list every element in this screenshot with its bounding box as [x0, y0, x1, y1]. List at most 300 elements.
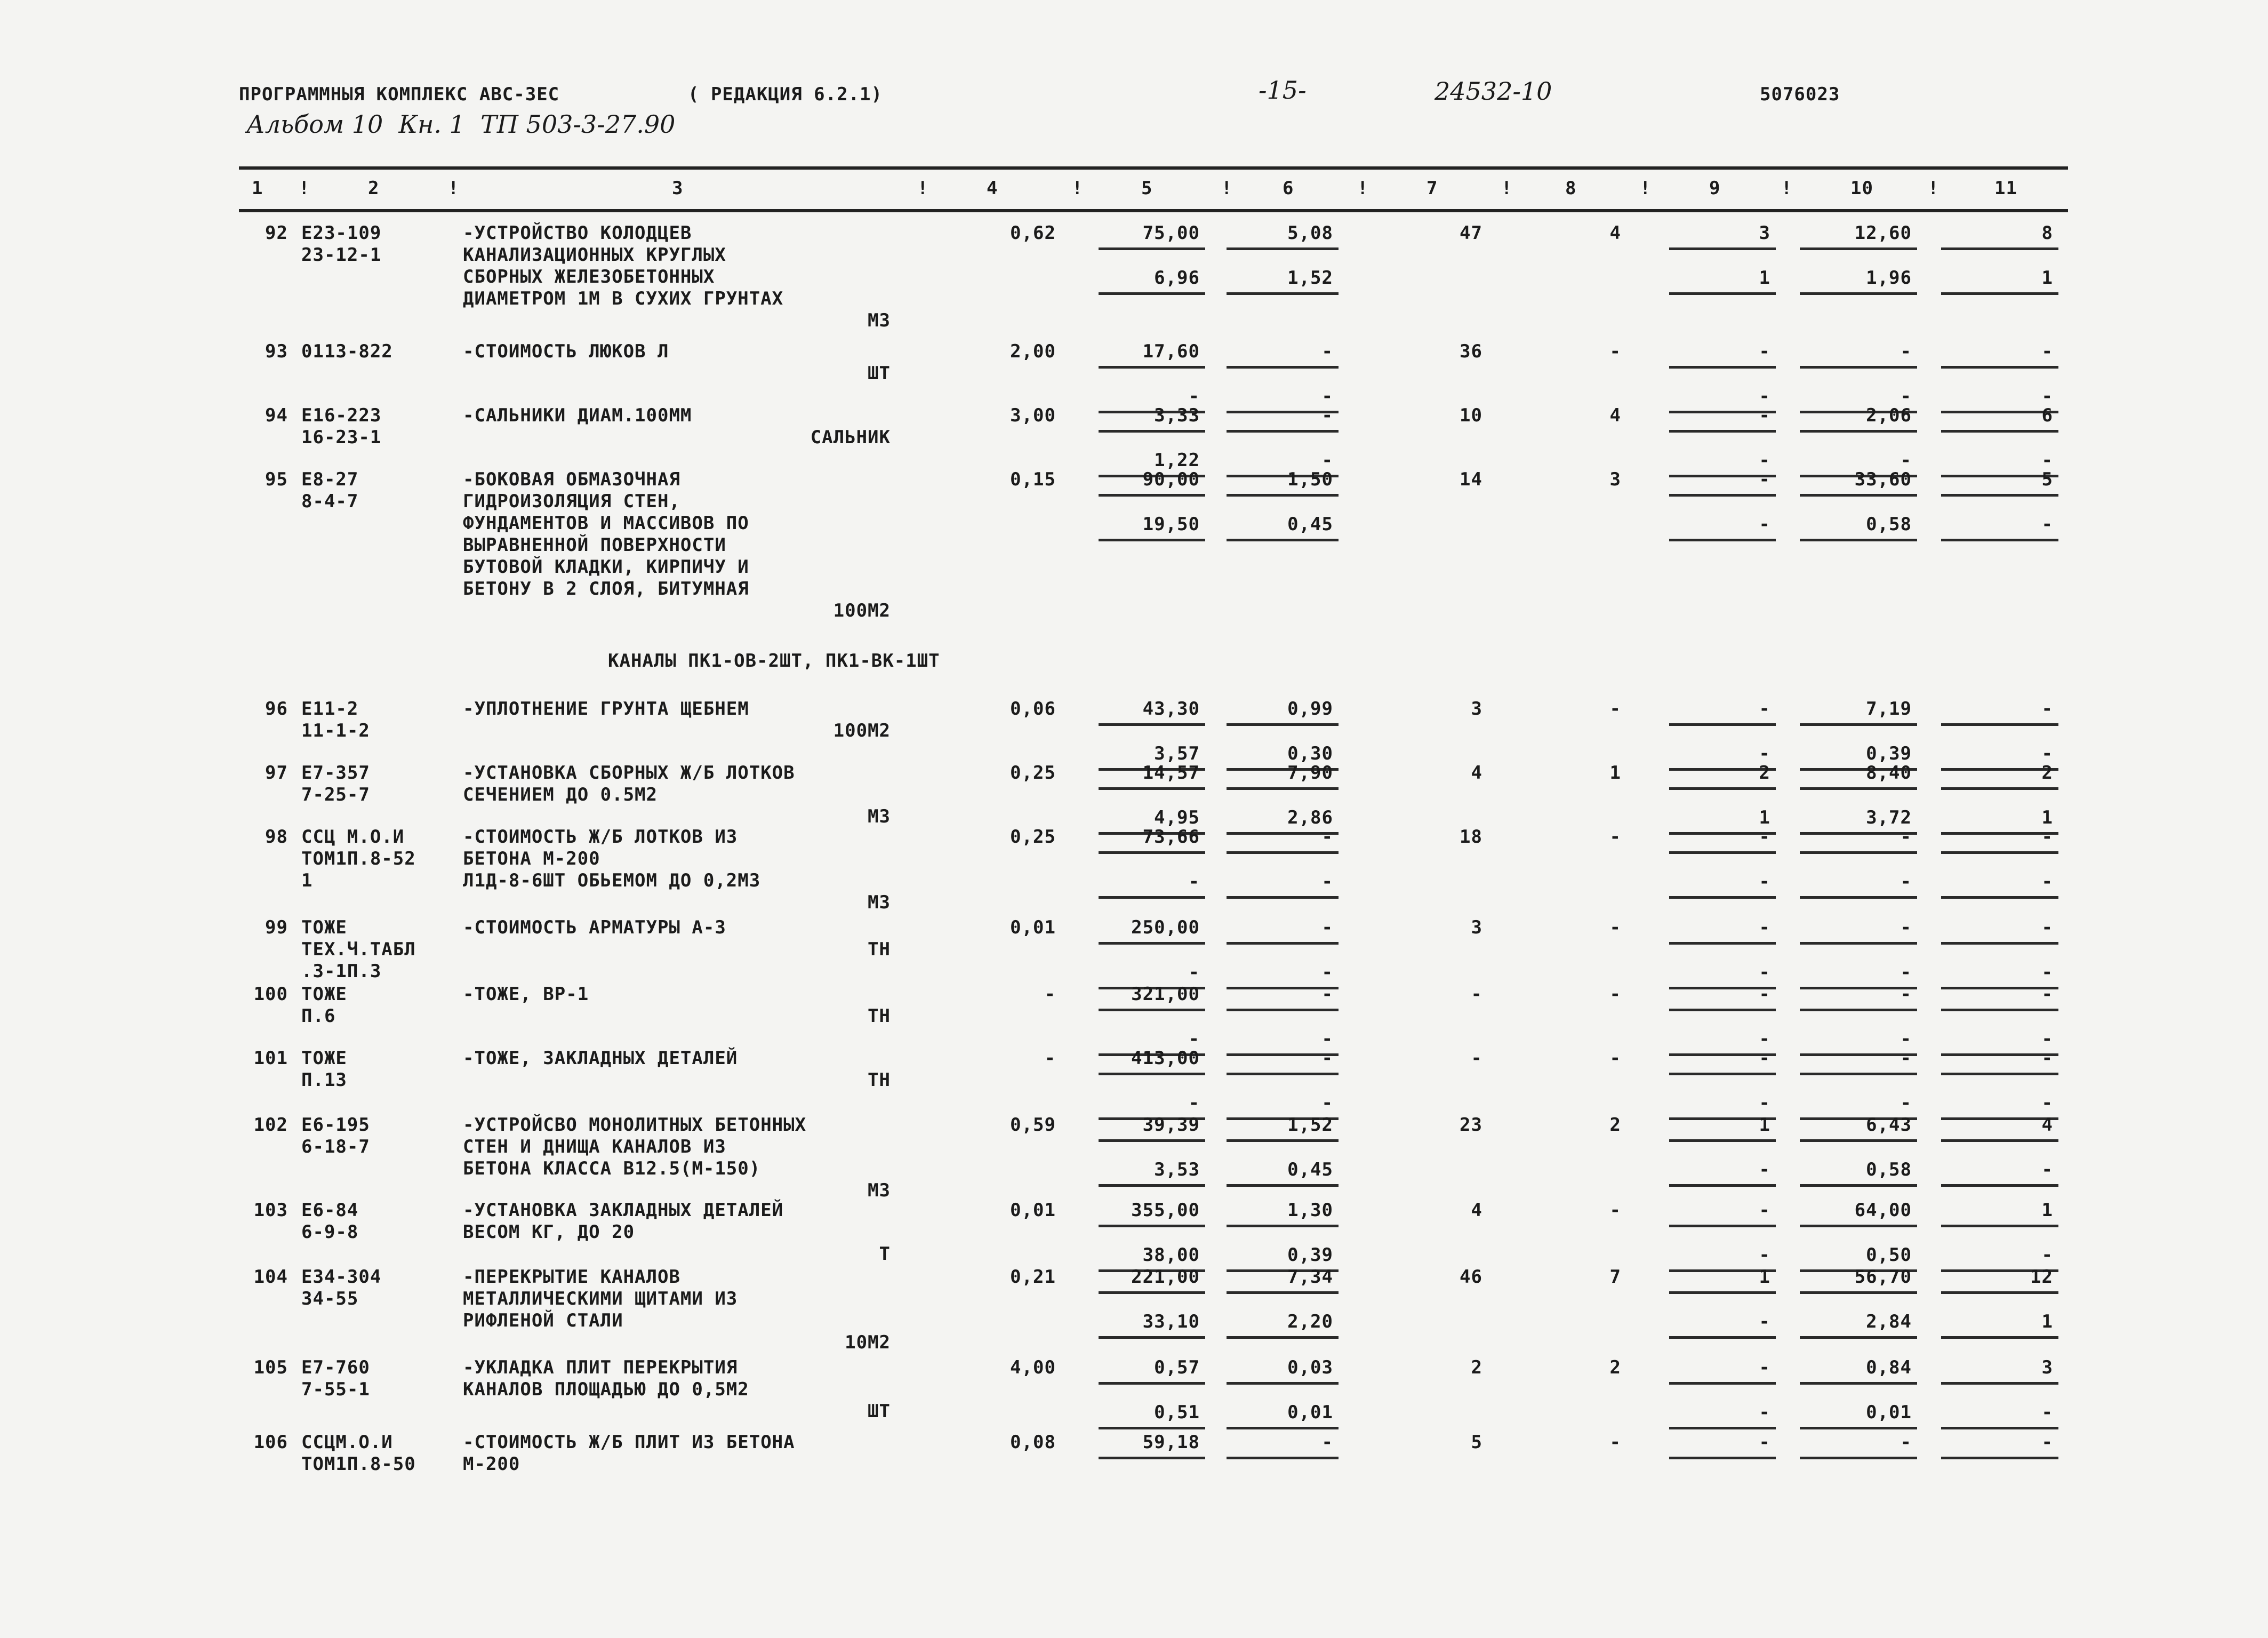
cell-c11-upper: 8 — [2041, 222, 2053, 244]
norm-code: Е7-357 — [301, 762, 370, 784]
work-description: КАНАЛИЗАЦИОННЫХ КРУГЛЫХ — [463, 244, 726, 266]
norm-code: ТОМ1П.8-50 — [301, 1453, 416, 1475]
norm-code: ССЦМ.О.И — [301, 1432, 393, 1453]
quantity-cell: 0,21 — [1010, 1266, 1056, 1288]
work-description: ВЕСОМ КГ, ДО 20 — [463, 1221, 635, 1243]
cell-c9-lower: 1 — [1759, 267, 1770, 289]
cell-c9-upper: - — [1759, 826, 1770, 848]
cell-col7: 14 — [1460, 469, 1482, 490]
fraction-rule — [1669, 1457, 1776, 1459]
norm-code: Е11-2 — [301, 698, 359, 720]
quantity-cell: 0,25 — [1010, 762, 1056, 784]
norm-code: Е7-760 — [301, 1357, 370, 1378]
fraction-rule — [1941, 539, 2058, 541]
cell-c6-lower: 2,86 — [1287, 807, 1333, 828]
fraction-rule — [1941, 1073, 2058, 1075]
cell-c10-lower: 2,84 — [1866, 1311, 1912, 1332]
column-separator: ! — [1221, 178, 1233, 199]
fraction-rule — [1669, 896, 1776, 899]
cell-c5-upper: 73,66 — [1142, 826, 1200, 848]
cell-c11-lower: - — [2041, 1244, 2053, 1266]
fraction-rule — [1227, 292, 1339, 295]
quantity-cell: 0,25 — [1010, 826, 1056, 848]
cell-col7: 23 — [1460, 1114, 1482, 1136]
fraction-rule — [1227, 1382, 1339, 1385]
fraction-rule — [1800, 1009, 1917, 1011]
work-description: -БОКОВАЯ ОБМАЗОЧНАЯ — [463, 469, 680, 490]
fraction-rule — [1941, 430, 2058, 433]
cell-c9-upper: - — [1759, 917, 1770, 938]
cell-c6-lower: - — [1321, 386, 1333, 407]
cell-c9-upper: - — [1759, 405, 1770, 426]
cell-col8: - — [1609, 984, 1621, 1005]
cell-c11-upper: 2 — [2041, 762, 2053, 784]
fraction-rule — [1941, 723, 2058, 726]
fraction-rule — [1227, 1073, 1339, 1075]
norm-code: 7-25-7 — [301, 784, 370, 805]
work-description: СЕЧЕНИЕМ ДО 0.5М2 — [463, 784, 658, 805]
norm-code: Е34-304 — [301, 1266, 382, 1288]
fraction-rule — [1099, 1427, 1205, 1429]
cell-col7: - — [1471, 1048, 1482, 1069]
quantity-cell: - — [1044, 984, 1056, 1005]
column-separator: ! — [1640, 178, 1652, 199]
column-header-6: 6 — [1283, 178, 1294, 199]
cell-c5-upper: 221,00 — [1131, 1266, 1200, 1288]
fraction-rule — [1227, 723, 1339, 726]
cell-c6-lower: 0,30 — [1287, 743, 1333, 764]
norm-code: 7-55-1 — [301, 1379, 370, 1400]
column-header-3: 3 — [672, 178, 684, 199]
fraction-rule — [1099, 1457, 1205, 1459]
cell-c11-lower: - — [2041, 1159, 2053, 1180]
fraction-rule — [1800, 494, 1917, 497]
row-number: 101 — [253, 1048, 288, 1069]
cell-c10-upper: 56,70 — [1854, 1266, 1912, 1288]
cell-c5-upper: 0,57 — [1154, 1357, 1200, 1378]
work-description: БУТОВОЙ КЛАДКИ, КИРПИЧУ И — [463, 556, 749, 578]
work-description: -УКЛАДКА ПЛИТ ПЕРЕКРЫТИЯ — [463, 1357, 738, 1378]
cell-c5-upper: 250,00 — [1131, 917, 1200, 938]
cell-c11-lower: - — [2041, 1028, 2053, 1050]
fraction-rule — [1099, 1009, 1205, 1011]
fraction-rule — [1800, 539, 1917, 541]
fraction-rule — [1099, 366, 1205, 369]
cell-c6-upper: - — [1321, 1048, 1333, 1069]
column-separator: ! — [1781, 178, 1793, 199]
work-description: -ПЕРЕКРЫТИЕ КАНАЛОВ — [463, 1266, 680, 1288]
fraction-rule — [1227, 1139, 1339, 1142]
norm-code: ТОМ1П.8-52 — [301, 848, 416, 869]
work-description: -УСТРОЙСВО МОНОЛИТНЫХ БЕТОННЫХ — [463, 1114, 807, 1136]
cell-c5-lower: 3,53 — [1154, 1159, 1200, 1180]
fraction-rule — [1099, 1184, 1205, 1187]
cell-c6-lower: 0,39 — [1287, 1244, 1333, 1266]
quantity-cell: 4,00 — [1010, 1357, 1056, 1378]
work-description: -СТОИМОСТЬ Ж/Б ПЛИТ ИЗ БЕТОНА — [463, 1432, 795, 1453]
cell-c6-lower: - — [1321, 450, 1333, 471]
fraction-rule — [1669, 1009, 1776, 1011]
quantity-cell: 0,08 — [1010, 1432, 1056, 1453]
cell-c9-lower: - — [1759, 386, 1770, 407]
cell-col7: - — [1471, 984, 1482, 1005]
row-number: 98 — [265, 826, 288, 848]
cell-c6-upper: 5,08 — [1287, 222, 1333, 244]
cell-c9-upper: - — [1759, 698, 1770, 720]
fraction-rule — [1941, 494, 2058, 497]
cell-c9-upper: - — [1759, 1048, 1770, 1069]
cell-col7: 10 — [1460, 405, 1482, 426]
column-header-10: 10 — [1850, 178, 1873, 199]
row-number: 95 — [265, 469, 288, 490]
fraction-rule — [1099, 1382, 1205, 1385]
quantity-cell: 2,00 — [1010, 341, 1056, 362]
cell-c11-upper: - — [2041, 698, 2053, 720]
cell-c5-lower: 0,51 — [1154, 1402, 1200, 1423]
cell-c6-upper: - — [1321, 405, 1333, 426]
norm-code: Е8-27 — [301, 469, 359, 490]
work-description: ФУНДАМЕНТОВ И МАССИВОВ ПО — [463, 513, 749, 534]
unit-of-measure: 100М2 — [833, 600, 891, 621]
fraction-rule — [1800, 247, 1917, 250]
quantity-cell: 3,00 — [1010, 405, 1056, 426]
fraction-rule — [1941, 1009, 2058, 1011]
unit-of-measure: ТН — [868, 1005, 891, 1027]
cell-c6-upper: - — [1321, 826, 1333, 848]
fraction-rule — [1099, 247, 1205, 250]
album-reference: Альбом 10 Кн. 1 ТП 503-3-27.90 — [246, 110, 676, 139]
cell-c10-lower: 0,58 — [1866, 1159, 1912, 1180]
fraction-rule — [1800, 1139, 1917, 1142]
cell-col7: 46 — [1460, 1266, 1482, 1288]
fraction-rule — [1800, 787, 1917, 790]
unit-of-measure: М3 — [868, 1180, 891, 1201]
fraction-rule — [1800, 1291, 1917, 1294]
quantity-cell: - — [1044, 1048, 1056, 1069]
cell-c10-lower: 1,96 — [1866, 267, 1912, 289]
fraction-rule — [1800, 292, 1917, 295]
work-description: СБОРНЫХ ЖЕЛЕЗОБЕТОННЫХ — [463, 266, 715, 287]
work-description: -ТОЖЕ, ЗАКЛАДНЫХ ДЕТАЛЕЙ — [463, 1048, 738, 1069]
fraction-rule — [1941, 942, 2058, 945]
cell-c9-lower: - — [1759, 1311, 1770, 1332]
fraction-rule — [1800, 1457, 1917, 1459]
fraction-rule — [1099, 1225, 1205, 1227]
cell-c6-lower: 0,01 — [1287, 1402, 1333, 1423]
fraction-rule — [1227, 942, 1339, 945]
cell-col8: - — [1609, 1048, 1621, 1069]
cell-c5-upper: 59,18 — [1142, 1432, 1200, 1453]
fraction-rule — [1669, 247, 1776, 250]
cell-c11-upper: 5 — [2041, 469, 2053, 490]
page-number: -15- — [1259, 76, 1307, 105]
cell-c11-upper: - — [2041, 826, 2053, 848]
cell-col7: 4 — [1471, 762, 1482, 784]
column-separator: ! — [299, 178, 310, 199]
work-description: -СТОИМОСТЬ ЛЮКОВ Л — [463, 341, 669, 362]
fraction-rule — [1669, 1291, 1776, 1294]
norm-code: .3-1П.3 — [301, 961, 382, 982]
fraction-rule — [1941, 1225, 2058, 1227]
cell-c6-upper: 0,99 — [1287, 698, 1333, 720]
fraction-rule — [1800, 1382, 1917, 1385]
cell-c11-lower: 1 — [2041, 807, 2053, 828]
cell-c9-upper: 1 — [1759, 1114, 1770, 1136]
fraction-rule — [1227, 1225, 1339, 1227]
cell-c11-upper: - — [2041, 1048, 2053, 1069]
norm-code: ТЕХ.Ч.ТАБЛ — [301, 939, 416, 960]
norm-code: Е23-109 — [301, 222, 382, 244]
unit-of-measure: М3 — [868, 892, 891, 913]
cell-c5-lower: 3,57 — [1154, 743, 1200, 764]
cell-col8: 3 — [1609, 469, 1621, 490]
cell-c11-upper: 6 — [2041, 405, 2053, 426]
cell-c5-upper: 321,00 — [1131, 984, 1200, 1005]
cell-c5-upper: 39,39 — [1142, 1114, 1200, 1136]
fraction-rule — [1669, 1336, 1776, 1339]
norm-code: ССЦ М.О.И — [301, 826, 405, 848]
fraction-rule — [1800, 1184, 1917, 1187]
quantity-cell: 0,06 — [1010, 698, 1056, 720]
cell-col7: 18 — [1460, 826, 1482, 848]
cell-c10-upper: - — [1900, 917, 1912, 938]
cell-c11-lower: - — [2041, 386, 2053, 407]
fraction-rule — [1227, 851, 1339, 854]
fraction-rule — [1227, 896, 1339, 899]
column-separator: ! — [1928, 178, 1940, 199]
norm-code: 1 — [301, 870, 313, 891]
column-header-4: 4 — [987, 178, 998, 199]
cell-c11-lower: - — [2041, 871, 2053, 892]
work-description: БЕТОНА М-200 — [463, 848, 600, 869]
fraction-rule — [1227, 1184, 1339, 1187]
cell-c11-upper: 12 — [2030, 1266, 2053, 1288]
fraction-rule — [1227, 1291, 1339, 1294]
work-description: РИФЛЕНОЙ СТАЛИ — [463, 1310, 623, 1331]
quantity-cell: 0,59 — [1010, 1114, 1056, 1136]
fraction-rule — [1800, 1073, 1917, 1075]
cell-col7: 36 — [1460, 341, 1482, 362]
cell-c9-upper: - — [1759, 469, 1770, 490]
cell-c10-upper: 12,60 — [1854, 222, 1912, 244]
cell-c5-upper: 413,00 — [1131, 1048, 1200, 1069]
quantity-cell: 0,62 — [1010, 222, 1056, 244]
fraction-rule — [1669, 1427, 1776, 1429]
column-header-8: 8 — [1565, 178, 1577, 199]
unit-of-measure: ШТ — [868, 1401, 891, 1422]
cell-c6-upper: 1,52 — [1287, 1114, 1333, 1136]
cell-c11-upper: - — [2041, 984, 2053, 1005]
cell-c5-lower: 1,22 — [1154, 450, 1200, 471]
cell-col8: - — [1609, 1432, 1621, 1453]
cell-c9-lower: - — [1759, 450, 1770, 471]
column-separator: ! — [1072, 178, 1084, 199]
work-description: -СТОИМОСТЬ АРМАТУРЫ А-3 — [463, 917, 726, 938]
cell-col7: 47 — [1460, 222, 1482, 244]
work-description: -УСТРОЙСТВО КОЛОДЦЕВ — [463, 222, 692, 244]
work-description: -САЛЬНИКИ ДИАМ.100ММ — [463, 405, 692, 426]
cell-col7: 4 — [1471, 1200, 1482, 1221]
cell-c5-upper: 355,00 — [1131, 1200, 1200, 1221]
cell-col7: 3 — [1471, 917, 1482, 938]
cell-col8: 2 — [1609, 1357, 1621, 1378]
row-number: 92 — [265, 222, 288, 244]
cell-c5-upper: 75,00 — [1142, 222, 1200, 244]
cell-c9-lower: - — [1759, 1028, 1770, 1050]
fraction-rule — [1941, 366, 2058, 369]
cell-c11-upper: - — [2041, 1432, 2053, 1453]
header-bottom-rule — [239, 209, 2068, 212]
cell-c11-lower: - — [2041, 962, 2053, 983]
fraction-rule — [1099, 1291, 1205, 1294]
fraction-rule — [1669, 1073, 1776, 1075]
cell-c6-upper: 7,90 — [1287, 762, 1333, 784]
fraction-rule — [1669, 539, 1776, 541]
fraction-rule — [1227, 1427, 1339, 1429]
cell-col8: 4 — [1609, 405, 1621, 426]
row-number: 93 — [265, 341, 288, 362]
cell-c11-upper: - — [2041, 341, 2053, 362]
cell-c11-lower: - — [2041, 514, 2053, 535]
cell-c10-lower: - — [1900, 962, 1912, 983]
fraction-rule — [1099, 851, 1205, 854]
fraction-rule — [1800, 942, 1917, 945]
fraction-rule — [1941, 1139, 2058, 1142]
unit-of-measure: ТН — [868, 1069, 891, 1091]
cell-c10-upper: 64,00 — [1854, 1200, 1912, 1221]
cell-col8: - — [1609, 917, 1621, 938]
cell-c10-upper: 33,60 — [1854, 469, 1912, 490]
norm-code: ТОЖЕ — [301, 1048, 347, 1069]
column-separator: ! — [1357, 178, 1369, 199]
cell-c6-lower: 2,20 — [1287, 1311, 1333, 1332]
row-number: 103 — [253, 1200, 288, 1221]
fraction-rule — [1099, 494, 1205, 497]
cell-col8: - — [1609, 341, 1621, 362]
work-description: -УСТАНОВКА ЗАКЛАДНЫХ ДЕТАЛЕЙ — [463, 1200, 784, 1221]
column-header-5: 5 — [1141, 178, 1153, 199]
cell-c9-upper: - — [1759, 984, 1770, 1005]
cell-col7: 2 — [1471, 1357, 1482, 1378]
cell-c5-lower: 38,00 — [1142, 1244, 1200, 1266]
cell-c10-lower: - — [1900, 871, 1912, 892]
cell-c9-lower: - — [1759, 871, 1770, 892]
norm-code: П.6 — [301, 1005, 336, 1027]
work-description: МЕТАЛЛИЧЕСКИМИ ЩИТАМИ ИЗ — [463, 1288, 738, 1309]
cell-c11-lower: - — [2041, 1092, 2053, 1114]
cell-c6-upper: 7,34 — [1287, 1266, 1333, 1288]
work-description: -ТОЖЕ, ВР-1 — [463, 984, 589, 1005]
cell-c6-upper: - — [1321, 1432, 1333, 1453]
cell-col8: 4 — [1609, 222, 1621, 244]
fraction-rule — [1669, 851, 1776, 854]
fraction-rule — [1099, 896, 1205, 899]
cell-c6-upper: - — [1321, 984, 1333, 1005]
cell-c6-upper: 1,50 — [1287, 469, 1333, 490]
work-description: БЕТОНА КЛАССА В12.5(М-150) — [463, 1158, 761, 1179]
unit-of-measure: 100М2 — [833, 720, 891, 741]
fraction-rule — [1800, 896, 1917, 899]
work-description: СТЕН И ДНИЩА КАНАЛОВ ИЗ — [463, 1136, 726, 1157]
cell-col8: 2 — [1609, 1114, 1621, 1136]
fraction-rule — [1099, 1336, 1205, 1339]
cell-c6-upper: - — [1321, 917, 1333, 938]
fraction-rule — [1669, 1225, 1776, 1227]
fraction-rule — [1941, 1291, 2058, 1294]
cell-c10-lower: - — [1900, 386, 1912, 407]
fraction-rule — [1800, 851, 1917, 854]
unit-of-measure: 10М2 — [845, 1332, 891, 1353]
cell-c6-lower: 1,52 — [1287, 267, 1333, 289]
cell-c9-lower: 1 — [1759, 807, 1770, 828]
cell-c10-lower: 0,50 — [1866, 1244, 1912, 1266]
work-description: КАНАЛОВ ПЛОЩАДЬЮ ДО 0,5М2 — [463, 1379, 749, 1400]
fraction-rule — [1669, 366, 1776, 369]
fraction-rule — [1227, 247, 1339, 250]
norm-code: ТОЖЕ — [301, 984, 347, 1005]
cell-col8: - — [1609, 698, 1621, 720]
fraction-rule — [1800, 1336, 1917, 1339]
edition-label: ( РЕДАКЦИЯ 6.2.1) — [688, 84, 883, 105]
fraction-rule — [1800, 1225, 1917, 1227]
cell-col8: 1 — [1609, 762, 1621, 784]
unit-of-measure: ШТ — [868, 363, 891, 384]
row-number: 104 — [253, 1266, 288, 1288]
cell-c5-upper: 3,33 — [1154, 405, 1200, 426]
cell-c9-upper: 3 — [1759, 222, 1770, 244]
cell-c10-upper: - — [1900, 984, 1912, 1005]
cell-c10-upper: 0,84 — [1866, 1357, 1912, 1378]
norm-code: 0113-822 — [301, 341, 393, 362]
cell-c9-upper: - — [1759, 341, 1770, 362]
norm-code: 11-1-2 — [301, 720, 370, 741]
fraction-rule — [1941, 1457, 2058, 1459]
column-separator: ! — [448, 178, 460, 199]
fraction-rule — [1669, 292, 1776, 295]
unit-of-measure: М3 — [868, 806, 891, 827]
cell-c9-lower: - — [1759, 743, 1770, 764]
quantity-cell: 0,01 — [1010, 1200, 1056, 1221]
cell-col7: 5 — [1471, 1432, 1482, 1453]
fraction-rule — [1669, 1382, 1776, 1385]
fraction-rule — [1227, 430, 1339, 433]
cell-col8: - — [1609, 1200, 1621, 1221]
norm-code: Е6-84 — [301, 1200, 359, 1221]
cell-c10-upper: 7,19 — [1866, 698, 1912, 720]
cell-c5-lower: - — [1188, 1092, 1200, 1114]
cell-c11-lower: - — [2041, 743, 2053, 764]
cell-c10-lower: - — [1900, 1028, 1912, 1050]
column-header-7: 7 — [1426, 178, 1438, 199]
fraction-rule — [1227, 1457, 1339, 1459]
column-header-11: 11 — [1994, 178, 2017, 199]
fraction-rule — [1099, 1073, 1205, 1075]
handwritten-code: 24532-10 — [1434, 77, 1552, 106]
cell-c5-lower: - — [1188, 1028, 1200, 1050]
cell-c5-lower: 33,10 — [1142, 1311, 1200, 1332]
cell-c11-upper: - — [2041, 917, 2053, 938]
cell-c10-upper: - — [1900, 1432, 1912, 1453]
row-number: 94 — [265, 405, 288, 426]
fraction-rule — [1941, 896, 2058, 899]
cell-c9-upper: - — [1759, 1357, 1770, 1378]
cell-c10-upper: 6,43 — [1866, 1114, 1912, 1136]
document-number: 5076023 — [1760, 84, 1840, 105]
cell-c9-lower: - — [1759, 962, 1770, 983]
cell-c5-lower: - — [1188, 962, 1200, 983]
cell-c11-lower: 1 — [2041, 267, 2053, 289]
fraction-rule — [1099, 787, 1205, 790]
